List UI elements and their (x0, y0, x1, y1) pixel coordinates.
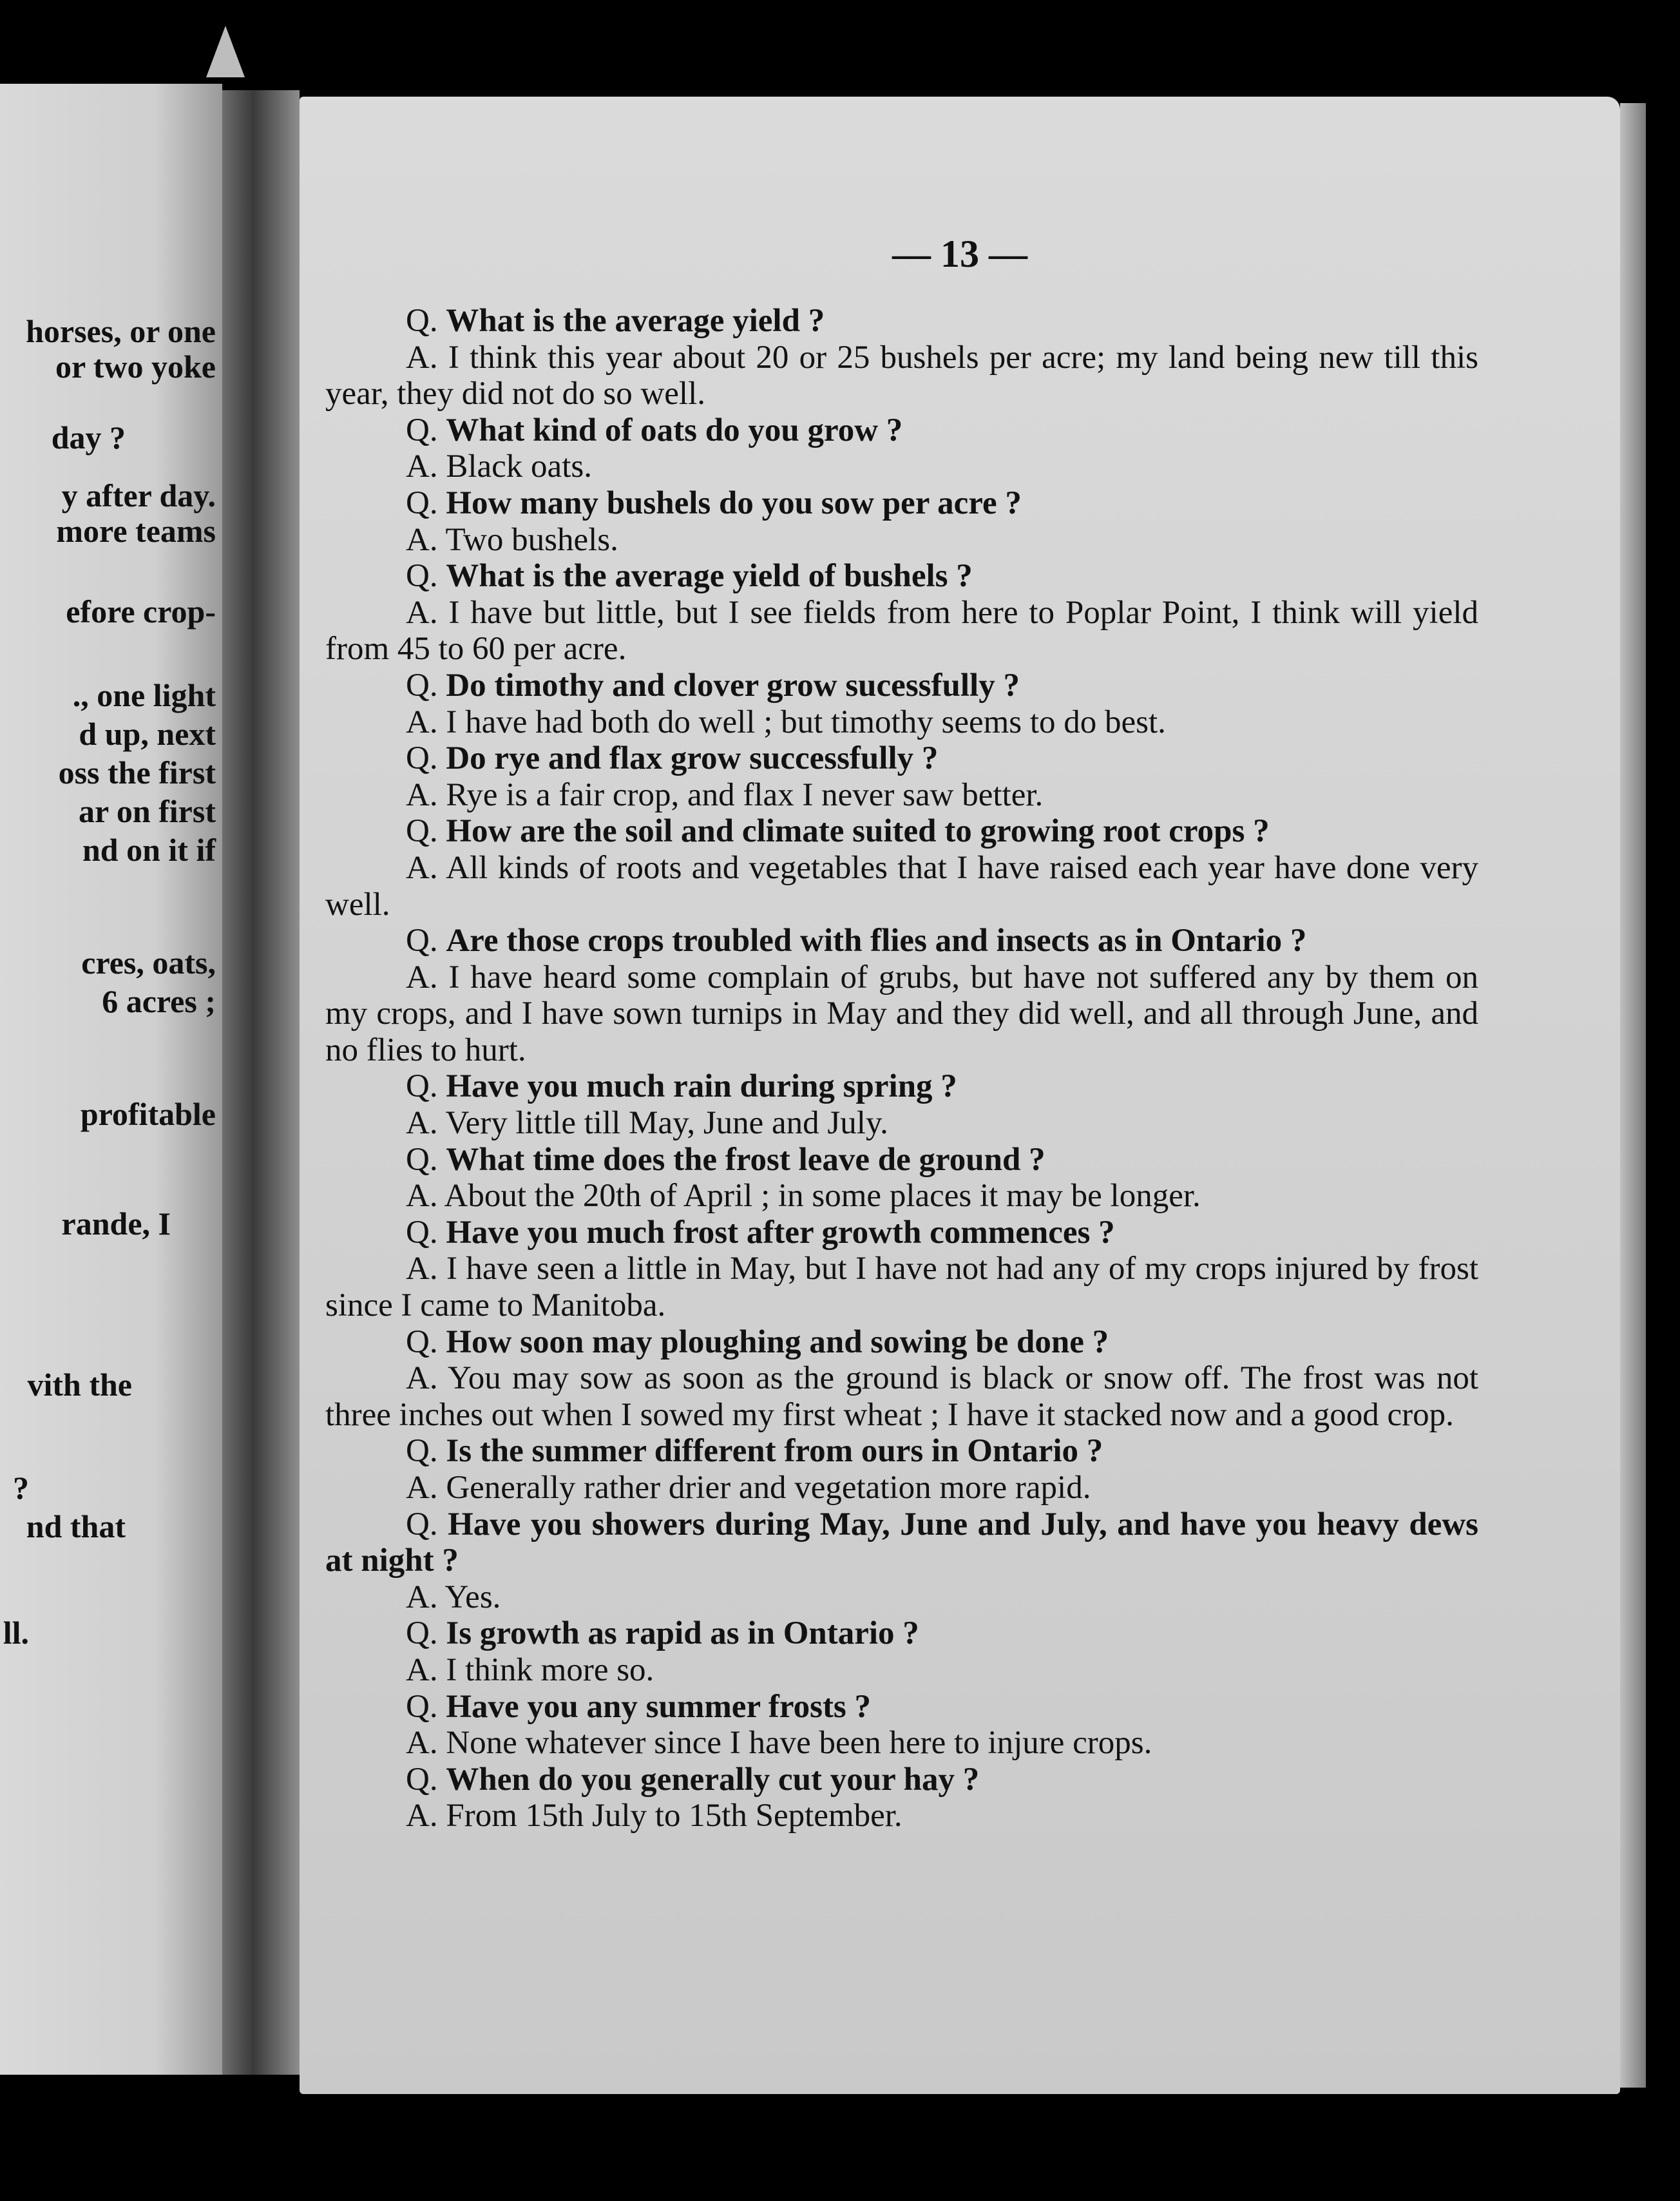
answer-text: About the 20th of April ; in some places it may be longer. (444, 1178, 1201, 1215)
question-text: What time does the frost leave de ground ? (446, 1141, 1045, 1178)
answer-text: All kinds of roots and vegetables that I have raised each year have done very well. (325, 849, 1479, 923)
answer-label: A. (406, 448, 438, 485)
left-page-fragment: nd that (26, 1508, 126, 1544)
left-facing-page (0, 84, 222, 2075)
question-text: Do timothy and clover grow sucessfully ? (446, 667, 1020, 704)
question-text: Have you any summer frosts ? (446, 1688, 872, 1725)
left-page-fragment: d up, next (79, 716, 216, 752)
question-label: Q. (406, 1688, 438, 1725)
answer-text: You may sow as soon as the ground is black or snow off. The frost was not three inches out when I sowed my first wheat ; I have it stacked now and a good crop. (325, 1360, 1479, 1433)
left-page-fragment: nd on it if (82, 832, 216, 868)
answer (325, 522, 1478, 559)
question (325, 303, 1478, 340)
answer-label: A. (406, 1798, 438, 1834)
question-label: Q. (406, 667, 438, 704)
question-label: Q. (406, 1323, 438, 1360)
left-page-fragment: horses, or one (26, 313, 216, 349)
question-label: Q. (406, 485, 438, 521)
question (325, 1215, 1478, 1251)
left-page-fragment: 6 acres ; (102, 983, 216, 1019)
answer-label: A. (406, 849, 438, 886)
answer (325, 1725, 1478, 1762)
question-label: Q. (406, 1068, 438, 1105)
question-text: Is the summer different from ours in Ontario ? (446, 1433, 1103, 1470)
left-page-fragment: or two yoke (55, 349, 216, 385)
left-page-fragment: ll. (3, 1615, 29, 1651)
left-page-fragment: y after day. (61, 477, 216, 514)
question-label: Q. (406, 813, 438, 850)
answer-text: I think this year about 20 or 25 bushels per acre; my land being new till this year, they did not do so well. (325, 339, 1478, 412)
question-text: What kind of oats do you grow ? (446, 412, 903, 448)
question-text: Do rye and flax grow successfully ? (446, 740, 939, 777)
left-page-fragment: profitable (80, 1096, 216, 1132)
question-label: Q. (406, 1433, 438, 1470)
left-page-fragment: vith the (27, 1367, 132, 1403)
question-text: What is the average yield ? (446, 303, 825, 339)
answer (325, 1652, 1478, 1689)
book-gutter (222, 90, 300, 2075)
left-page-fragment: oss the first (58, 754, 216, 791)
question-text: Is growth as rapid as in Ontario ? (446, 1615, 919, 1652)
answer-text: I have had both do well ; but timothy seems to do best. (446, 704, 1166, 740)
question-text: How many bushels do you sow per acre ? (446, 485, 1022, 521)
answer (325, 1798, 1478, 1834)
question (325, 1762, 1478, 1798)
question (325, 1615, 1478, 1652)
question (325, 923, 1478, 959)
answer-label: A. (406, 521, 438, 558)
left-page-fragment: rande, I (61, 1206, 171, 1242)
answer-text: From 15th July to 15th September. (446, 1798, 902, 1834)
left-page-fragment: ? (13, 1470, 29, 1506)
answer-label: A. (406, 339, 438, 376)
answer-label: A. (406, 594, 438, 631)
answer-text: I have but little, but I see fields from here to Poplar Point, I think will yield from 45 to 60 per acre. (325, 594, 1478, 668)
question (325, 1433, 1478, 1470)
answer-label: A. (406, 959, 438, 995)
question-label: Q. (406, 1141, 438, 1178)
answer (325, 1470, 1478, 1506)
page-fold-corner (206, 26, 245, 77)
question (325, 1068, 1478, 1105)
left-page-fragment: ., one light (72, 677, 216, 713)
answer (325, 448, 1478, 485)
answer-label: A. (406, 1651, 438, 1688)
question (325, 412, 1478, 449)
answer-text: Very little till May, June and July. (445, 1105, 888, 1142)
question (325, 668, 1478, 704)
answer-label: A. (406, 1579, 438, 1615)
question-label: Q. (406, 1615, 438, 1652)
question (325, 1324, 1478, 1361)
left-page-fragment: day ? (51, 419, 126, 456)
answer-text: Yes. (444, 1579, 501, 1615)
question-text: How are the soil and climate suited to growing root crops ? (446, 813, 1270, 850)
question-label: Q. (406, 303, 438, 339)
question-text: Are those crops troubled with flies and insects as in Ontario ? (446, 923, 1307, 959)
answer-label: A. (406, 1725, 438, 1762)
answer (325, 959, 1478, 1069)
question-text: Have you showers during May, June and July, and have you heavy dews at night ? (325, 1506, 1478, 1579)
answer-label: A. (406, 1470, 438, 1506)
question-text: When do you generally cut your hay ? (446, 1761, 980, 1798)
right-page (300, 97, 1620, 2094)
answer-text: None whatever since I have been here to injure crops. (446, 1725, 1152, 1762)
answer (325, 1360, 1478, 1433)
answer-label: A. (406, 1251, 438, 1287)
question-label: Q. (406, 1506, 438, 1543)
question-label: Q. (406, 558, 438, 595)
answer-text: I have heard some complain of grubs, but have not suffered any by them on my crops, and I have sown turnips in May and they did well, and all through June, and no flies to hurt. (325, 959, 1478, 1068)
question-label: Q. (406, 1761, 438, 1798)
question-label: Q. (406, 740, 438, 777)
left-page-fragment: cres, oats, (81, 945, 216, 981)
qa-body (325, 303, 1478, 1834)
answer (325, 777, 1478, 814)
answer (325, 340, 1478, 412)
question-label: Q. (406, 923, 438, 959)
left-page-fragment: efore crop- (66, 593, 216, 630)
answer (325, 1579, 1478, 1616)
page-edge (1620, 103, 1646, 2088)
left-page-fragment: more teams (56, 513, 216, 549)
question-label: Q. (406, 1214, 438, 1251)
answer-label: A. (406, 1105, 438, 1142)
answer (325, 1105, 1478, 1142)
answer-text: I have seen a little in May, but I have not had any of my crops injured by frost since I came to Manitoba. (325, 1251, 1479, 1324)
question (325, 1689, 1478, 1725)
question-label: Q. (406, 412, 438, 448)
answer-label: A. (406, 1178, 438, 1215)
question (325, 813, 1478, 850)
answer-text: Rye is a fair crop, and flax I never saw better. (446, 776, 1044, 813)
answer-text: I think more so. (446, 1651, 654, 1688)
answer-text: Black oats. (446, 448, 592, 485)
question (325, 485, 1478, 522)
answer (325, 1251, 1478, 1323)
question-text: How soon may ploughing and sowing be done ? (446, 1323, 1109, 1360)
question (325, 740, 1478, 777)
answer (325, 595, 1478, 668)
question (325, 1506, 1478, 1579)
question (325, 558, 1478, 595)
question (325, 1142, 1478, 1178)
page-number: — 13 — (892, 233, 1027, 275)
answer-text: Two bushels. (445, 521, 618, 558)
answer-label: A. (406, 704, 438, 740)
left-page-fragment: ar on first (79, 793, 216, 829)
question-text: Have you much frost after growth commences ? (446, 1214, 1115, 1251)
answer-label: A. (406, 1360, 438, 1397)
answer-text: Generally rather drier and vegetation more rapid. (446, 1470, 1091, 1506)
question-text: Have you much rain during spring ? (446, 1068, 957, 1105)
answer-label: A. (406, 776, 438, 813)
answer (325, 704, 1478, 741)
answer (325, 850, 1478, 923)
question-text: What is the average yield of bushels ? (446, 558, 973, 595)
answer (325, 1178, 1478, 1215)
